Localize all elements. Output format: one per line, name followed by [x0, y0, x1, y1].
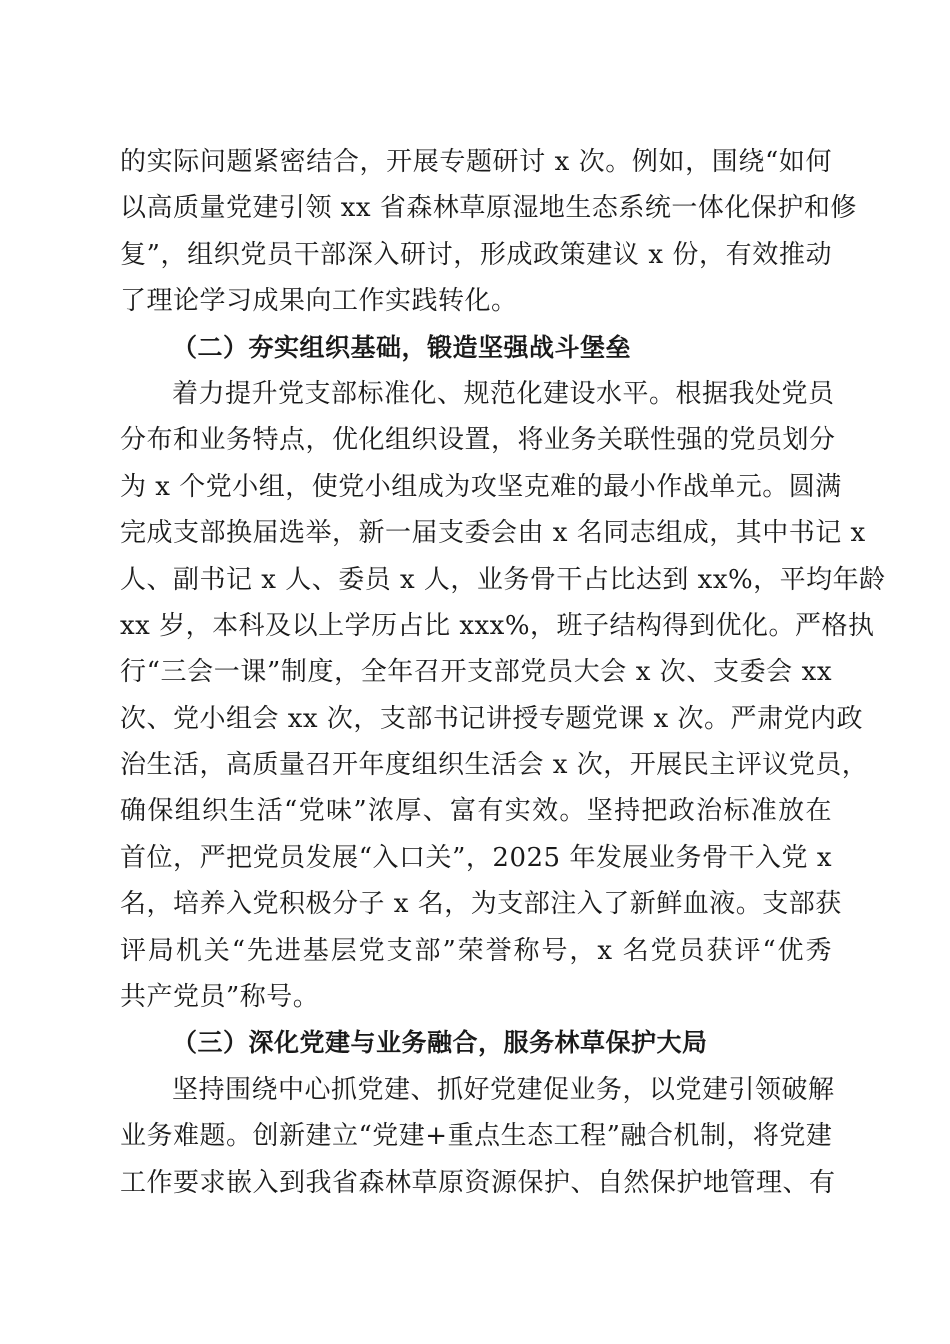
text-line: 了理论学习成果向工作实践转化。 — [120, 286, 518, 317]
text-line: 行“三会一课”制度，全年召开支部党员大会 x 次、支委会 xx — [120, 657, 832, 688]
section-heading-3: （三）深化党建与业务融合，服务林草保护大局 — [172, 1028, 708, 1058]
text-line: 首位，严把党员发展“入口关”，2025 年发展业务骨干入党 x — [120, 842, 832, 873]
text-line: 共产党员”称号。 — [120, 982, 320, 1013]
section-heading-2: （二）夯实组织基础，锻造坚强战斗堡垒 — [172, 332, 632, 362]
paragraph-organization — [120, 371, 886, 1020]
text-line: 以高质量党建引领 xx 省森林草原湿地生态系统一体化保护和修 — [120, 193, 857, 224]
text-line: 治生活，高质量召开年度组织生活会 x 次，开展民主评议党员， — [120, 750, 869, 781]
text-line: 评局机关“先进基层党支部”荣誉称号，x 名党员获评“优秀 — [120, 935, 832, 966]
text-line: xx 岁，本科及以上学历占比 xxx%，班子结构得到优化。严格执 — [120, 610, 875, 641]
text-line: 着力提升党支部标准化、规范化建设水平。根据我处党员 — [172, 378, 835, 409]
text-line: 为 x 个党小组，使党小组成为攻坚克难的最小作战单元。圆满 — [120, 471, 842, 502]
text-line: 完成支部换届选举，新一届支委会由 x 名同志组成，其中书记 x — [120, 518, 866, 549]
paragraph-theory-study — [120, 139, 857, 325]
text-line: 坚持围绕中心抓党建、抓好党建促业务，以党建引领破解 — [172, 1074, 835, 1105]
text-line: 次、党小组会 xx 次，支部书记讲授专题党课 x 次。严肃党内政 — [120, 703, 864, 734]
text-line: 业务难题。创新建立“党建+重点生态工程”融合机制，将党建 — [120, 1121, 833, 1152]
text-line: 工作要求嵌入到我省森林草原资源保护、自然保护地管理、有 — [120, 1167, 836, 1198]
text-line: 的实际问题紧密结合，开展专题研讨 x 次。例如，围绕“如何 — [120, 147, 832, 177]
document-body — [120, 139, 886, 1206]
text-line: 名，培养入党积极分子 x 名，为支部注入了新鲜血液。支部获 — [120, 889, 842, 920]
text-line: 分布和业务特点，优化组织设置，将业务关联性强的党员划分 — [120, 425, 836, 456]
text-line: 确保组织生活“党味”浓厚、富有实效。坚持把政治标准放在 — [120, 796, 832, 827]
text-line: 人、副书记 x 人、委员 x 人，业务骨干占比达到 xx%，平均年龄 — [120, 564, 886, 595]
paragraph-integration — [120, 1067, 836, 1206]
text-line: 复”，组织党员干部深入研讨，形成政策建议 x 份，有效推动 — [120, 239, 832, 270]
